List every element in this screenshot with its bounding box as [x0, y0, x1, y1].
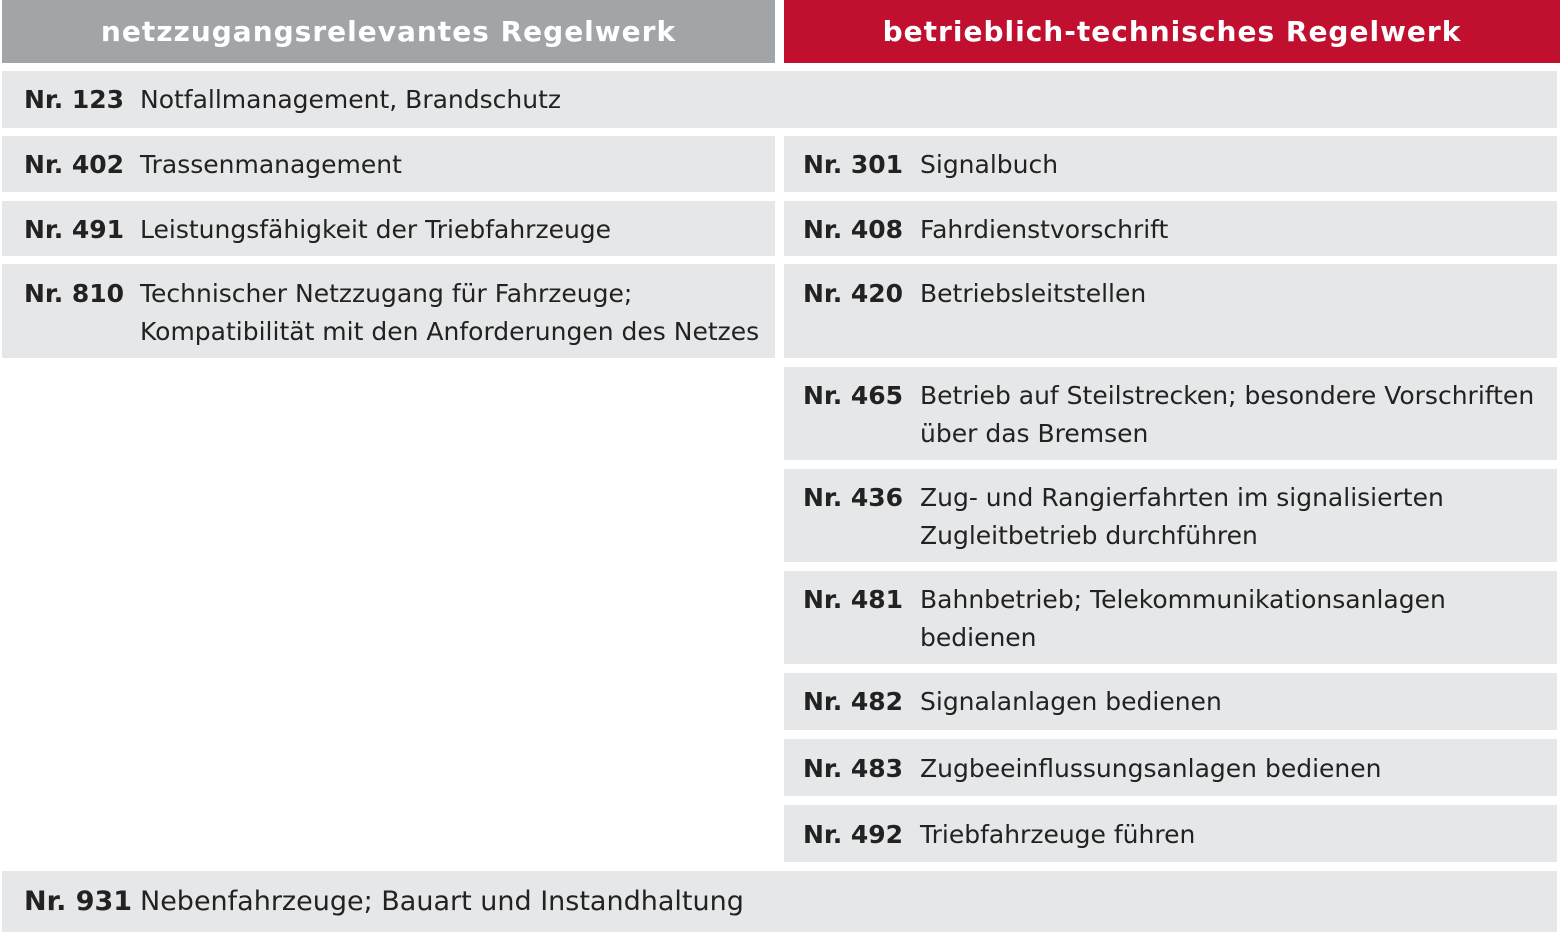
- rule-title: Signalbuch: [920, 150, 1059, 179]
- rule-title-line-2: Zugleitbetrieb durchführen: [920, 521, 1258, 550]
- header-netzzugang: netzzugangsrelevantes Regelwerk: [2, 0, 775, 63]
- rule-title: Zugbeeinflussungsanlagen bedienen: [920, 754, 1382, 783]
- rule-title: Signalanlagen bedienen: [920, 687, 1222, 716]
- rule-title-line-2: bedienen: [920, 623, 1037, 652]
- rule-number: Nr. 408: [803, 215, 904, 244]
- rule-title: Leistungsfähigkeit der Triebfahrzeuge: [140, 215, 612, 244]
- table-row: [784, 739, 1557, 796]
- table-row: [784, 673, 1557, 730]
- table-row: [784, 136, 1557, 192]
- table-row: [784, 201, 1557, 256]
- table-row: [2, 871, 1557, 932]
- rule-number: Nr. 810: [24, 279, 125, 308]
- table-row: [784, 571, 1557, 664]
- rule-title: Notfallmanagement, Brandschutz: [140, 85, 562, 114]
- rule-number: Nr. 481: [803, 585, 904, 614]
- rule-number: Nr. 420: [803, 279, 904, 308]
- rule-title: Fahrdienstvorschrift: [920, 215, 1169, 244]
- table-row: [2, 264, 775, 358]
- rule-number: Nr. 931: [24, 886, 133, 917]
- rule-number: Nr. 402: [24, 150, 125, 179]
- rule-number: Nr. 491: [24, 215, 125, 244]
- rule-number: Nr. 492: [803, 820, 904, 849]
- rule-number: Nr. 483: [803, 754, 904, 783]
- rule-title-line-1: Zug- und Rangierfahrten im signalisierten: [920, 483, 1444, 512]
- table-row: [2, 201, 775, 256]
- rule-title-line-1: Betrieb auf Steilstrecken; besondere Vorschriften: [920, 381, 1535, 410]
- rule-title: Nebenfahrzeuge; Bauart und Instandhaltung: [140, 886, 744, 917]
- header-betrieblich-technisch: betrieblich-technisches Regelwerk: [784, 0, 1560, 63]
- rule-number: Nr. 436: [803, 483, 904, 512]
- rule-title-line-2: Kompatibilität mit den Anforderungen des Netzes: [140, 317, 760, 346]
- rule-number: Nr. 123: [24, 85, 125, 114]
- rule-number: Nr. 301: [803, 150, 904, 179]
- table-row: [2, 71, 1557, 128]
- table-row: [784, 264, 1557, 358]
- table-row: [784, 367, 1557, 460]
- table-row: [2, 136, 775, 192]
- rule-title: Triebfahrzeuge führen: [920, 820, 1196, 849]
- rule-number: Nr. 465: [803, 381, 904, 410]
- rule-title: Betriebsleitstellen: [920, 279, 1147, 308]
- rule-title-line-1: Bahnbetrieb; Telekommunikationsanlagen: [920, 585, 1446, 614]
- table-row: [784, 469, 1557, 562]
- rule-title-line-1: Technischer Netzzugang für Fahrzeuge;: [140, 279, 633, 308]
- rule-number: Nr. 482: [803, 687, 904, 716]
- rule-title: Trassenmanagement: [140, 150, 402, 179]
- rule-title-line-2: über das Bremsen: [920, 419, 1149, 448]
- table-row: [784, 805, 1557, 862]
